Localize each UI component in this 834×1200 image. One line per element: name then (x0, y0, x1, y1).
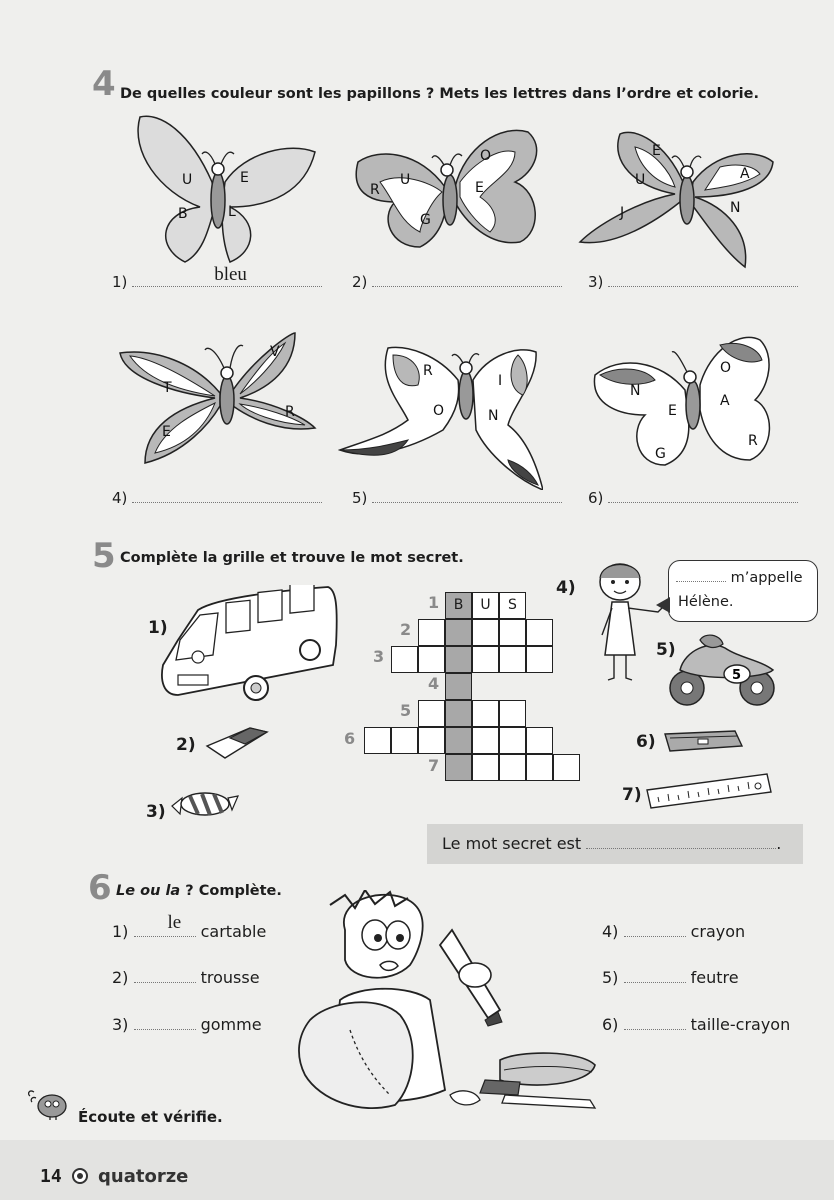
grid-cell[interactable] (526, 619, 553, 646)
item-number: 4) (112, 489, 128, 507)
grid-cell[interactable] (472, 754, 499, 781)
butterfly-5-letter: O (433, 403, 445, 419)
answer-line[interactable] (372, 272, 562, 287)
butterfly-1-letter: L (228, 204, 236, 220)
speech-bubble-line-1: m’appelle (730, 570, 803, 586)
grid-cell[interactable] (391, 727, 418, 754)
butterfly-5-letter: R (423, 363, 433, 379)
motorbike-icon (665, 630, 780, 710)
butterfly-icon (575, 122, 775, 272)
grid-cell[interactable] (526, 646, 553, 673)
speech-bubble-tail (656, 597, 670, 613)
secret-word-label: Le mot secret est (442, 834, 582, 853)
pencil-case-icon (660, 726, 745, 756)
exercise-5-title: Complète la grille et trouve le mot secret. (120, 550, 464, 566)
exercise-6-item-3[interactable] (112, 1015, 262, 1034)
butterfly-2-letter: U (400, 172, 411, 188)
answer-line[interactable] (624, 968, 686, 983)
exercise-6-number: 6 (88, 868, 112, 908)
handwritten-answer: bleu (214, 264, 247, 285)
grid-cell[interactable] (472, 700, 499, 727)
butterfly-icon (130, 112, 320, 272)
butterfly-2-letter: O (480, 148, 492, 164)
row-number: 7 (428, 756, 440, 775)
grid-cell[interactable]: B (445, 592, 472, 619)
grid-cell[interactable] (445, 727, 472, 754)
butterfly-6-letter: R (748, 433, 758, 449)
item-word: feutre (690, 968, 739, 987)
clue-label-6: 6) (636, 732, 656, 752)
item-number: 5) (602, 968, 619, 987)
butterfly-6-letter: E (668, 403, 677, 419)
item-word: gomme (200, 1015, 262, 1034)
title-italic: Le ou la (116, 883, 181, 899)
answer-line[interactable] (372, 488, 562, 503)
answer-line[interactable] (676, 567, 726, 582)
row-number: 3 (373, 647, 385, 666)
exercise-4-item-2[interactable] (352, 272, 562, 291)
butterfly-3-letter: U (635, 172, 646, 188)
exercise-6-title (116, 883, 282, 899)
grid-cell[interactable] (418, 619, 445, 646)
exercise-4-item-5[interactable] (352, 488, 562, 507)
secret-word-end: . (776, 834, 782, 853)
answer-line[interactable] (608, 488, 798, 503)
grid-cell[interactable] (499, 646, 526, 673)
title-rest: ? Complète. (180, 883, 282, 899)
butterfly-1-letter: U (182, 172, 193, 188)
exercise-4-item-4[interactable] (112, 488, 322, 507)
item-number: 3) (112, 1015, 129, 1034)
row-number: 5 (400, 701, 412, 720)
butterfly-6-letter: O (720, 360, 732, 376)
clue-label-5: 5) (656, 640, 676, 660)
girl-icon (590, 560, 670, 685)
item-number: 3) (588, 273, 604, 291)
answer-line[interactable] (586, 834, 776, 849)
listen-and-check: Écoute et vérifie. (78, 1108, 223, 1126)
butterfly-1-letter: E (240, 170, 249, 186)
grid-cell[interactable] (445, 619, 472, 646)
butterfly-3-letter: J (620, 205, 625, 221)
exercise-4-item-3[interactable] (588, 272, 798, 291)
answer-line[interactable] (624, 922, 686, 937)
item-number: 6) (602, 1015, 619, 1034)
exercise-6-item-6[interactable] (602, 1015, 790, 1034)
item-word: trousse (200, 968, 260, 987)
clue-label-1: 1) (148, 618, 168, 638)
exercise-6-item-1[interactable] (112, 912, 267, 941)
grid-cell[interactable] (445, 754, 472, 781)
butterfly-icon (115, 328, 320, 468)
item-word: crayon (690, 922, 746, 941)
butterfly-5-letter: I (498, 373, 503, 389)
item-number: 2) (112, 968, 129, 987)
speech-bubble-text[interactable] (676, 567, 803, 586)
grid-cell[interactable] (445, 646, 472, 673)
answer-line[interactable] (132, 488, 322, 503)
exercise-6-item-4[interactable] (602, 922, 745, 941)
butterfly-3-letter: A (740, 166, 750, 182)
handwritten-answer: le (167, 912, 182, 933)
item-number: 1) (112, 922, 129, 941)
clue-label-3: 3) (146, 802, 166, 822)
grid-cell[interactable] (418, 700, 445, 727)
grid-cell[interactable] (499, 700, 526, 727)
butterfly-1-letter: B (178, 206, 188, 222)
boy-with-bag-icon (290, 890, 610, 1120)
grid-cell[interactable] (499, 727, 526, 754)
grid-cell[interactable] (553, 754, 580, 781)
item-number: 1) (112, 273, 128, 291)
page-word: quatorze (98, 1166, 189, 1187)
row-number: 2 (400, 620, 412, 639)
row-number: 6 (344, 729, 356, 748)
moto-number: 5 (732, 668, 742, 683)
item-number: 5) (352, 489, 368, 507)
exercise-4-item-1[interactable] (112, 264, 322, 291)
grid-cell[interactable]: S (499, 592, 526, 619)
answer-line[interactable] (134, 912, 196, 937)
grid-cell[interactable] (418, 646, 445, 673)
grid-cell[interactable] (499, 619, 526, 646)
butterfly-2-letter: G (420, 212, 431, 228)
item-word: taille-crayon (690, 1015, 791, 1034)
bird-listen-icon (28, 1088, 70, 1120)
butterfly-2-letter: E (475, 180, 484, 196)
grid-cell[interactable] (445, 700, 472, 727)
ruler-icon (645, 770, 773, 812)
butterfly-icon (350, 122, 545, 262)
butterfly-3-letter: N (730, 200, 741, 216)
page-bullet-icon (72, 1168, 88, 1184)
butterfly-4-letter: E (162, 424, 171, 440)
exercise-4-item-6[interactable] (588, 488, 798, 507)
answer-line[interactable] (134, 1015, 196, 1030)
answer-line[interactable] (132, 264, 322, 287)
grid-cell[interactable] (526, 727, 553, 754)
butterfly-4-letter: R (285, 404, 295, 420)
grid-cell[interactable]: U (472, 592, 499, 619)
clue-label-4: 4) (556, 578, 576, 598)
grid-cell[interactable] (391, 646, 418, 673)
grid-cell[interactable] (418, 727, 445, 754)
grid-cell[interactable] (472, 619, 499, 646)
butterfly-6-letter: A (720, 393, 730, 409)
butterfly-icon (590, 330, 775, 470)
item-number: 4) (602, 922, 619, 941)
row-number: 4 (428, 674, 440, 693)
candy-icon (170, 786, 240, 821)
speech-bubble-line-2: Hélène. (678, 594, 734, 610)
exercise-4-number: 4 (92, 64, 116, 104)
item-number: 2) (352, 273, 368, 291)
exercise-5-number: 5 (92, 536, 116, 576)
answer-line[interactable] (608, 272, 798, 287)
row-number: 1 (428, 593, 440, 612)
grid-cell[interactable] (445, 673, 472, 700)
butterfly-3-letter: E (652, 143, 661, 159)
eraser-icon (205, 718, 270, 763)
clue-label-2: 2) (176, 735, 196, 755)
butterfly-4-letter: T (163, 380, 172, 396)
bus-icon (158, 585, 338, 710)
grid-cell[interactable] (472, 646, 499, 673)
answer-line[interactable] (134, 968, 196, 983)
secret-word-row[interactable] (442, 834, 781, 853)
item-word: cartable (200, 922, 267, 941)
butterfly-6-letter: N (630, 383, 641, 399)
butterfly-6-letter: G (655, 446, 666, 462)
clue-label-7: 7) (622, 785, 642, 805)
grid-cell[interactable] (364, 727, 391, 754)
butterfly-4-letter: V (270, 344, 280, 360)
butterfly-2-letter: R (370, 182, 380, 198)
grid-cell[interactable] (499, 754, 526, 781)
grid-cell[interactable] (472, 727, 499, 754)
butterfly-5-letter: N (488, 408, 499, 424)
exercise-6-item-2[interactable] (112, 968, 260, 987)
grid-cell[interactable] (526, 754, 553, 781)
answer-line[interactable] (624, 1015, 686, 1030)
page-number: 14 (40, 1166, 62, 1187)
item-number: 6) (588, 489, 604, 507)
butterfly-icon (338, 340, 543, 490)
exercise-4-title: De quelles couleur sont les papillons ? Mets les lettres dans l’ordre et colorie. (120, 86, 759, 102)
exercise-6-item-5[interactable] (602, 968, 739, 987)
